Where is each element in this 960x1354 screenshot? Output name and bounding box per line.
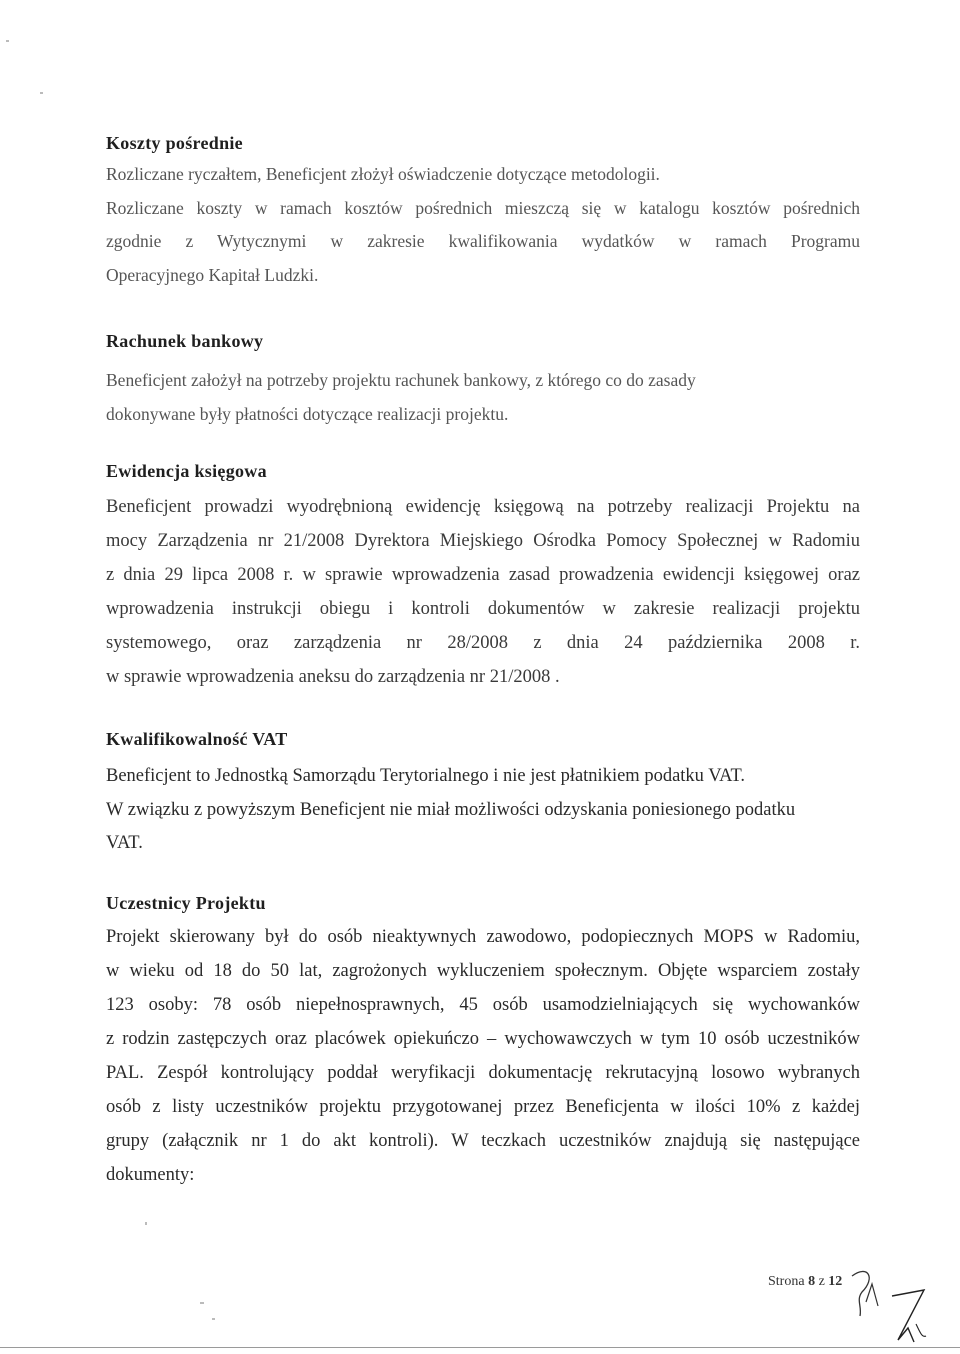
section-koszty-posrednie bbox=[106, 128, 860, 292]
text-line: mocy Zarządzenia nr 21/2008 Dyrektora Miejskiego Ośrodka Pomocy Społecznej w Radomiu bbox=[106, 531, 860, 551]
text-line: z rodzin zastępczych oraz placówek opiekuńczo – wychowawczych w tym 10 osób uczestników bbox=[106, 1029, 860, 1049]
section-heading: Uczestnicy Projektu bbox=[106, 893, 266, 913]
text-line: VAT. bbox=[106, 833, 143, 853]
page-total: 12 bbox=[828, 1274, 843, 1289]
scan-speck bbox=[6, 40, 9, 42]
section-body bbox=[106, 364, 860, 431]
text-line: Beneficjent to Jednostką Samorządu Terytorialnego i nie jest płatnikiem podatku VAT. bbox=[106, 766, 746, 786]
text-line: w wieku od 18 do 50 lat, zagrożonych wykluczeniem społecznym. Objęte wsparciem zostały bbox=[106, 961, 860, 981]
text-line: wprowadzenia instrukcji obiegu i kontroli dokumentów w zakresie realizacji projektu bbox=[106, 599, 860, 619]
section-uczestnicy-projektu bbox=[106, 886, 860, 1192]
section-heading: Koszty pośrednie bbox=[106, 133, 243, 153]
section-body bbox=[106, 158, 860, 292]
handwritten-signature bbox=[832, 1262, 942, 1350]
scan-speck bbox=[200, 1302, 204, 1304]
section-heading: Rachunek bankowy bbox=[106, 331, 264, 351]
text-line: systemowego, oraz zarządzenia nr 28/2008 z dnia 24 października 2008 r. bbox=[106, 633, 860, 653]
section-body bbox=[106, 760, 860, 861]
section-heading: Kwalifikowalność VAT bbox=[106, 729, 288, 749]
text-line: PAL. Zespół kontrolujący poddał weryfikacji dokumentację rekrutacyjną losowo wybranych bbox=[106, 1063, 860, 1083]
text-line: Rozliczane ryczałtem, Beneficjent złożył oświadczenie dotyczące metodologii. bbox=[106, 164, 660, 184]
section-rachunek-bankowy bbox=[106, 326, 860, 431]
section-body bbox=[106, 490, 860, 694]
section-heading: Ewidencja księgowa bbox=[106, 461, 267, 481]
text-line: 123 osoby: 78 osób niepełnosprawnych, 45 osób usamodzielniających się wychowanków bbox=[106, 995, 860, 1015]
section-kwalifikowalnosc-vat bbox=[106, 722, 860, 861]
scan-speck bbox=[145, 1222, 147, 1225]
page-current: 8 bbox=[808, 1274, 816, 1289]
text-line: Beneficjent założył na potrzeby projektu rachunek bankowy, z którego co do zasady bbox=[106, 370, 696, 390]
text-line: Beneficjent prowadzi wyodrębnioną ewidencję księgową na potrzeby realizacji Projektu na bbox=[106, 497, 860, 517]
page-of-label: z bbox=[818, 1274, 825, 1289]
text-line: osób z listy uczestników projektu przygotowanej przez Beneficjenta w ilości 10% z każdej bbox=[106, 1097, 860, 1117]
page-label: Strona bbox=[768, 1274, 805, 1289]
text-line: Rozliczane koszty w ramach kosztów pośrednich mieszczą się w katalogu kosztów pośrednich bbox=[106, 197, 860, 218]
text-line: w sprawie wprowadzenia aneksu do zarządzenia nr 21/2008 . bbox=[106, 667, 560, 687]
section-ewidencja-ksiegowa bbox=[106, 456, 860, 694]
text-line: zgodnie z Wytycznymi w zakresie kwalifikowania wydatków w ramach Programu bbox=[106, 231, 860, 251]
text-line: Operacyjnego Kapitał Ludzki. bbox=[106, 264, 319, 285]
text-line: W związku z powyższym Beneficjent nie miał możliwości odzyskania poniesionego podatku bbox=[106, 799, 796, 820]
text-line: dokumenty: bbox=[106, 1165, 195, 1185]
scan-speck bbox=[212, 1318, 215, 1320]
text-line: Projekt skierowany był do osób nieaktywnych zawodowo, podopiecznych MOPS w Radomiu, bbox=[106, 927, 860, 947]
scan-edge-line bbox=[0, 1347, 960, 1348]
scan-speck bbox=[40, 92, 43, 94]
text-line: grupy (załącznik nr 1 do akt kontroli). W teczkach uczestników znajdują się następujące bbox=[106, 1131, 860, 1151]
section-body bbox=[106, 920, 860, 1192]
text-line: z dnia 29 lipca 2008 r. w sprawie wprowadzenia zasad prowadzenia ewidencji księgowej oraz bbox=[106, 565, 860, 585]
text-line: dokonywane były płatności dotyczące realizacji projektu. bbox=[106, 403, 509, 424]
